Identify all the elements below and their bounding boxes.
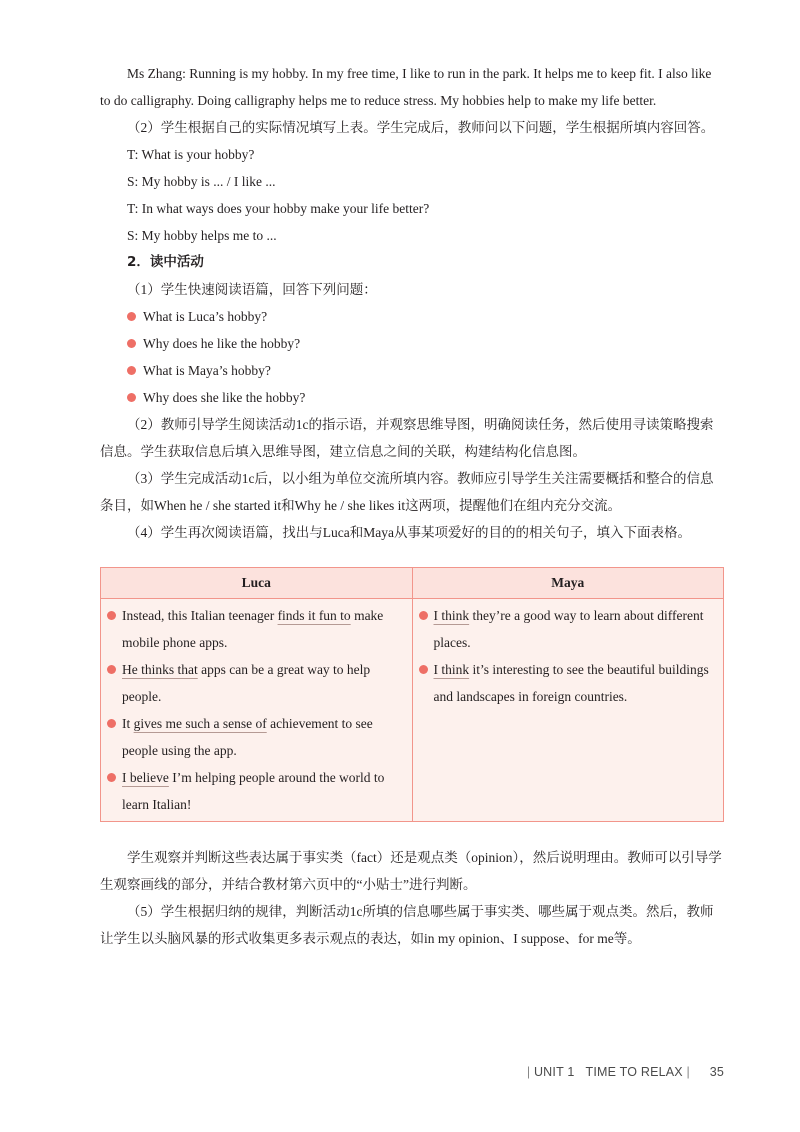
reading-step-3: （3）学生完成活动1c后，以小组为单位交流所填内容。教师应引导学生关注需要概括和整合的信息条目，如When he / she started it和Why he / she likes it这两项，提醒他们在组内充分交流。 [100,471,714,513]
dialogue-line: T: What is your hobby? [127,147,255,162]
underlined-phrase: I believe [122,770,169,785]
footer-unit-title: TIME TO RELAX [585,1065,683,1079]
maya-sentence [419,602,718,656]
bullet-dot-icon [419,611,428,620]
question-item [127,357,725,384]
sentence-text: make mobile phone apps. [122,608,384,650]
luca-sentence [107,602,406,656]
page-number: 35 [709,1065,724,1079]
step-2-instruction: （2）学生根据自己的实际情况填写上表。学生完成后，教师问以下问题，学生根据所填内容回答。 [127,120,715,135]
luca-column [101,599,413,822]
page-content [100,60,725,952]
reading-step-2: （2）教师引导学生阅读活动1c的指示语，并观察思维导图，明确阅读任务，然后使用寻读策略搜索信息。学生获取信息后填入思维导图，建立信息之间的关联，构建结构化信息图。 [100,417,714,459]
reading-step-1: （1）学生快速阅读语篇，回答下列问题： [127,282,377,297]
question-text: What is Luca’s hobby? [143,309,268,324]
sentence-text: it’s interesting to see the beautiful buildings and landscapes in foreign countries. [433,662,709,704]
section-heading-while-reading: 2．读中活动 [127,254,204,270]
bullet-dot-icon [107,611,116,620]
question-item [127,330,725,357]
question-item [127,303,725,330]
sentence-text: Instead, this Italian teenager [122,608,278,623]
question-item [127,384,725,411]
sentence-text: achievement to see people using the app. [122,716,373,758]
question-text: Why does she like the hobby? [143,390,306,405]
page-footer [527,1065,724,1079]
underlined-phrase: gives me such a sense of [133,716,267,731]
table-header-luca: Luca [101,568,413,599]
luca-sentence [107,710,406,764]
footer-divider: | [526,1065,531,1079]
maya-column [412,599,724,822]
purpose-sentences-table [100,567,724,822]
dialogue-line: S: My hobby helps me to ... [127,228,277,243]
maya-sentence [419,656,718,710]
reading-step-5: （5）学生根据归纳的规律，判断活动1c所填的信息哪些属于事实类、哪些属于观点类。然后，教师让学生以头脑风暴的形式收集更多表示观点的表达，如in my opinion、I suppose、for me等。 [100,904,714,946]
footer-divider: | [686,1065,690,1079]
luca-sentence [107,656,406,710]
fact-opinion-paragraph: 学生观察并判断这些表达属于事实类（fact）还是观点类（opinion），然后说明理由。教师可以引导学生观察画线的部分，并结合教材第六页中的“小贴士”进行判断。 [100,850,722,892]
bullet-dot-icon [127,393,136,402]
underlined-phrase: I think [433,662,470,677]
footer-unit: UNIT 1 [533,1065,575,1079]
dialogue-line: S: My hobby is ... / I like ... [127,174,276,189]
question-text: What is Maya’s hobby? [143,363,271,378]
underlined-phrase: He thinks that [122,662,198,677]
bullet-dot-icon [107,665,116,674]
bullet-dot-icon [107,773,116,782]
reading-step-4: （4）学生再次阅读语篇，找出与Luca和Maya从事某项爱好的目的的相关句子，填入下面表格。 [127,525,691,540]
sentence-text: they’re a good way to learn about different places. [433,608,704,650]
question-text: Why does he like the hobby? [143,336,301,351]
question-list [100,303,725,411]
underlined-phrase: finds it fun to [277,608,351,623]
sentence-text: It [122,716,134,731]
luca-sentence [107,764,406,818]
sentence-text: apps can be a great way to help people. [122,662,371,704]
bullet-dot-icon [107,719,116,728]
bullet-dot-icon [419,665,428,674]
underlined-phrase: I think [433,608,470,623]
bullet-dot-icon [127,366,136,375]
dialogue-line: T: In what ways does your hobby make your life better? [127,201,430,216]
ms-zhang-paragraph: Ms Zhang: Running is my hobby. In my free time, I like to run in the park. It helps me to keep fit. I also like to do calligraphy. Doing calligraphy helps me to reduce stress. My hobbies help to make my life better. [100,66,712,108]
bullet-dot-icon [127,312,136,321]
bullet-dot-icon [127,339,136,348]
table-header-maya: Maya [412,568,724,599]
sentence-text: I’m helping people around the world to learn Italian! [122,770,385,812]
